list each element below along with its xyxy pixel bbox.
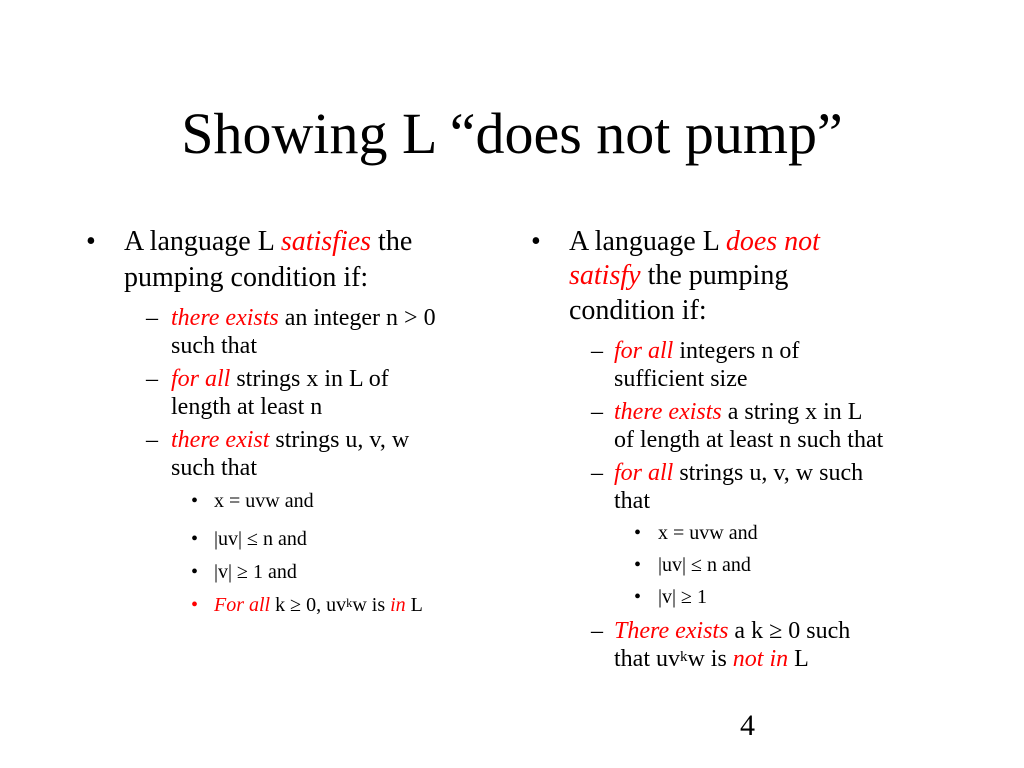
left-sub-3-line-1: there exist strings u, v, w xyxy=(171,427,410,453)
dash-marker: – xyxy=(591,338,603,364)
sub-bullet-marker: • xyxy=(191,561,199,583)
dash-marker: – xyxy=(146,366,158,392)
right-sub-4-line-2: that $uv^kw$ is not in L xyxy=(614,646,809,672)
sub-bullet-marker: • xyxy=(634,586,642,608)
dash-marker: – xyxy=(591,618,603,644)
left-bullet-1-line-2: pumping condition if: xyxy=(124,262,369,293)
right-sub-3-line-2: that xyxy=(614,488,650,514)
slide-title: Showing L “does not pump” xyxy=(181,101,843,166)
left-bullet-1-line-1: A language L satisfies the xyxy=(124,226,413,257)
right-sub-2-line-1: there exists a string x in L xyxy=(614,399,863,425)
left-sub-3-line-2: such that xyxy=(171,455,257,481)
dash-marker: – xyxy=(146,427,158,453)
bullet-marker: • xyxy=(531,226,541,257)
sub-bullet-marker: • xyxy=(634,554,642,576)
left-sub-1-line-1: there exists an integer n > 0 xyxy=(171,305,436,331)
dash-marker: – xyxy=(591,460,603,486)
sub-bullet-marker-red: • xyxy=(191,594,199,616)
right-sub-3-line-1: for all strings u, v, w such xyxy=(614,460,864,486)
left-condition-1: x = uvw and xyxy=(214,490,314,512)
sub-bullet-marker: • xyxy=(634,522,642,544)
right-sub-1-line-2: sufficient size xyxy=(614,366,748,392)
left-condition-3: |v| ≥ 1 and xyxy=(214,561,297,583)
left-sub-2-line-1: for all strings x in L of xyxy=(171,366,389,392)
sub-bullet-marker: • xyxy=(191,490,199,512)
right-condition-2: |uv| ≤ n and xyxy=(658,554,751,576)
right-bullet-1-line-2: satisfy the pumping xyxy=(569,260,789,291)
left-condition-4: For all k ≥ 0, $uv^kw$ is in L xyxy=(214,594,423,616)
left-sub-2-line-2: length at least n xyxy=(171,394,323,420)
left-sub-1-line-2: such that xyxy=(171,333,257,359)
page-number: 4 xyxy=(740,709,755,742)
sub-bullet-marker: • xyxy=(191,528,199,550)
dash-marker: – xyxy=(146,305,158,331)
right-condition-1: x = uvw and xyxy=(658,522,758,544)
left-condition-2: |uv| ≤ n and xyxy=(214,528,307,550)
bullet-marker: • xyxy=(86,226,96,257)
right-sub-4-line-1: There exists a k ≥ 0 such xyxy=(614,618,851,644)
dash-marker: – xyxy=(591,399,603,425)
right-condition-3: |v| ≥ 1 xyxy=(658,586,707,608)
right-bullet-1-line-1: A language L does not xyxy=(569,226,820,257)
right-bullet-1-line-3: condition if: xyxy=(569,295,707,326)
right-sub-1-line-1: for all integers n of xyxy=(614,338,800,364)
right-sub-2-line-2: of length at least n such that xyxy=(614,427,884,453)
